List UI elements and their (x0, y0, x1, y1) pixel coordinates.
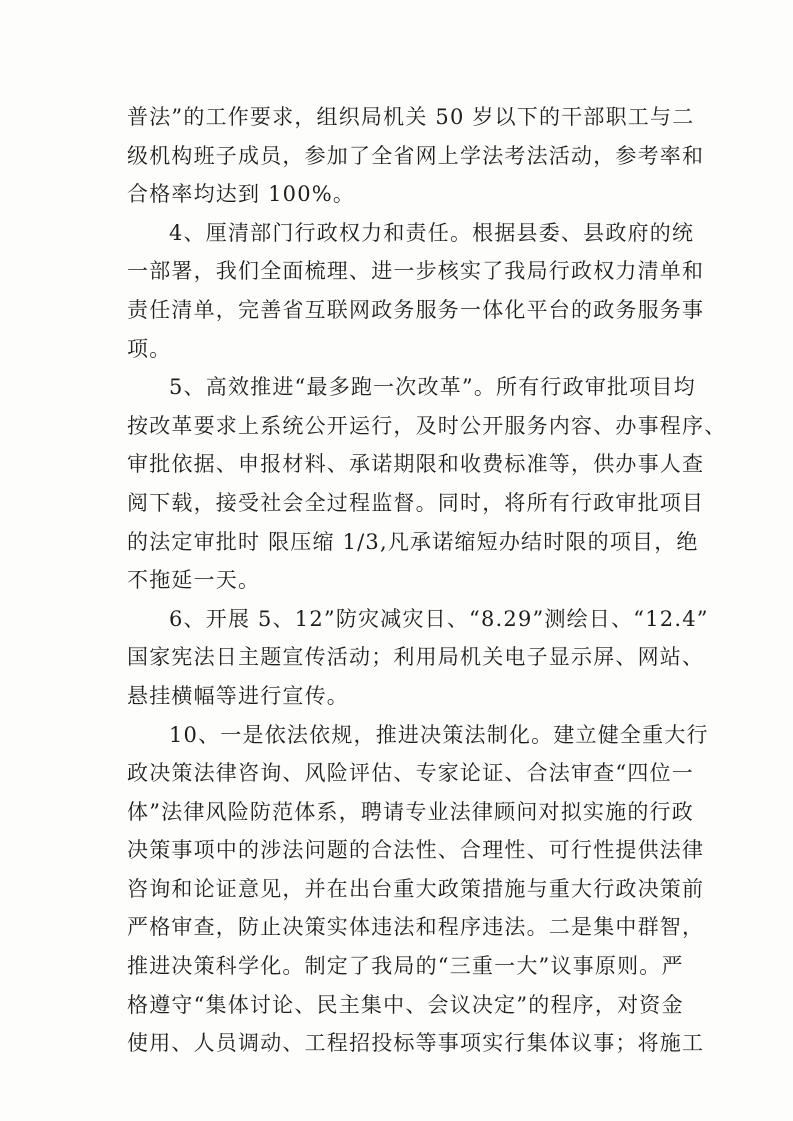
text-line: 合格率均达到 100%。 (127, 182, 356, 207)
text-line: 项。 (127, 336, 172, 361)
text-line: 不拖延一天。 (127, 568, 261, 593)
text-line: 按改革要求上系统公开运行，及时公开服务内容、办事程序、 (127, 413, 727, 438)
text-line: 一部署，我们全面梳理、进一步核实了我局行政权力清单和 (127, 259, 705, 284)
text-line: 阅下载，接受社会全过程监督。同时，将所有行政审批项目 (127, 490, 705, 515)
text-line: 悬挂横幅等进行宣传。 (127, 683, 349, 708)
text-line: 普法”的工作要求，组织局机关 50 岁以下的干部职工与二 (127, 105, 695, 129)
paragraph-item-5 (127, 368, 727, 600)
text-line: 咨询和论证意见，并在出台重大政策措施与重大行政决策前 (127, 876, 705, 901)
text-line: 6、开展 5、12”防灾减灾日、“8.29”测绘日、“12.4” (169, 606, 709, 631)
text-line: 使用、人员调动、工程招投标等事项实行集体议事；将施工 (127, 1031, 705, 1056)
paragraph-item-10 (127, 716, 709, 1063)
document-body (127, 98, 727, 1063)
paragraph-continued (127, 98, 705, 214)
text-line: 5、高效推进“最多跑一次改革”。所有行政审批项目均 (169, 375, 696, 400)
text-line: 级机构班子成员，参加了全省网上学法考法活动，参考率和 (127, 143, 705, 168)
text-line: 国家宪法日主题宣传活动；利用局机关电子显示屏、网站、 (127, 645, 705, 670)
text-line: 的法定审批时 限压缩 1/3,凡承诺缩短办结时限的项目，绝 (127, 529, 699, 554)
text-line: 严格审查，防止决策实体违法和程序违法。二是集中群智， (127, 915, 705, 940)
paragraph-item-6 (127, 600, 709, 716)
text-line: 政决策法律咨询、风险评估、专家论证、合法审查“四位一 (127, 761, 694, 786)
paragraph-item-4 (127, 214, 705, 368)
text-line: 10、一是依法依规，推进决策法制化。建立健全重大行 (169, 722, 709, 747)
text-line: 格遵守“集体讨论、民主集中、会议决定”的程序，对资金 (127, 992, 684, 1017)
text-line: 决策事项中的涉法问题的合法性、合理性、可行性提供法律 (127, 838, 705, 863)
text-line: 审批依据、申报材料、承诺期限和收费标准等，供办事人查 (127, 452, 705, 477)
text-line: 责任清单，完善省互联网政务服务一体化平台的政务服务事 (127, 297, 705, 322)
text-line: 体”法律风险防范体系，聘请专业法律顾问对拟实施的行政 (127, 799, 694, 824)
text-line: 4、厘清部门行政权力和责任。根据县委、县政府的统 (169, 220, 695, 245)
text-line: 推进决策科学化。制定了我局的“三重一大”议事原则。严 (127, 954, 684, 979)
